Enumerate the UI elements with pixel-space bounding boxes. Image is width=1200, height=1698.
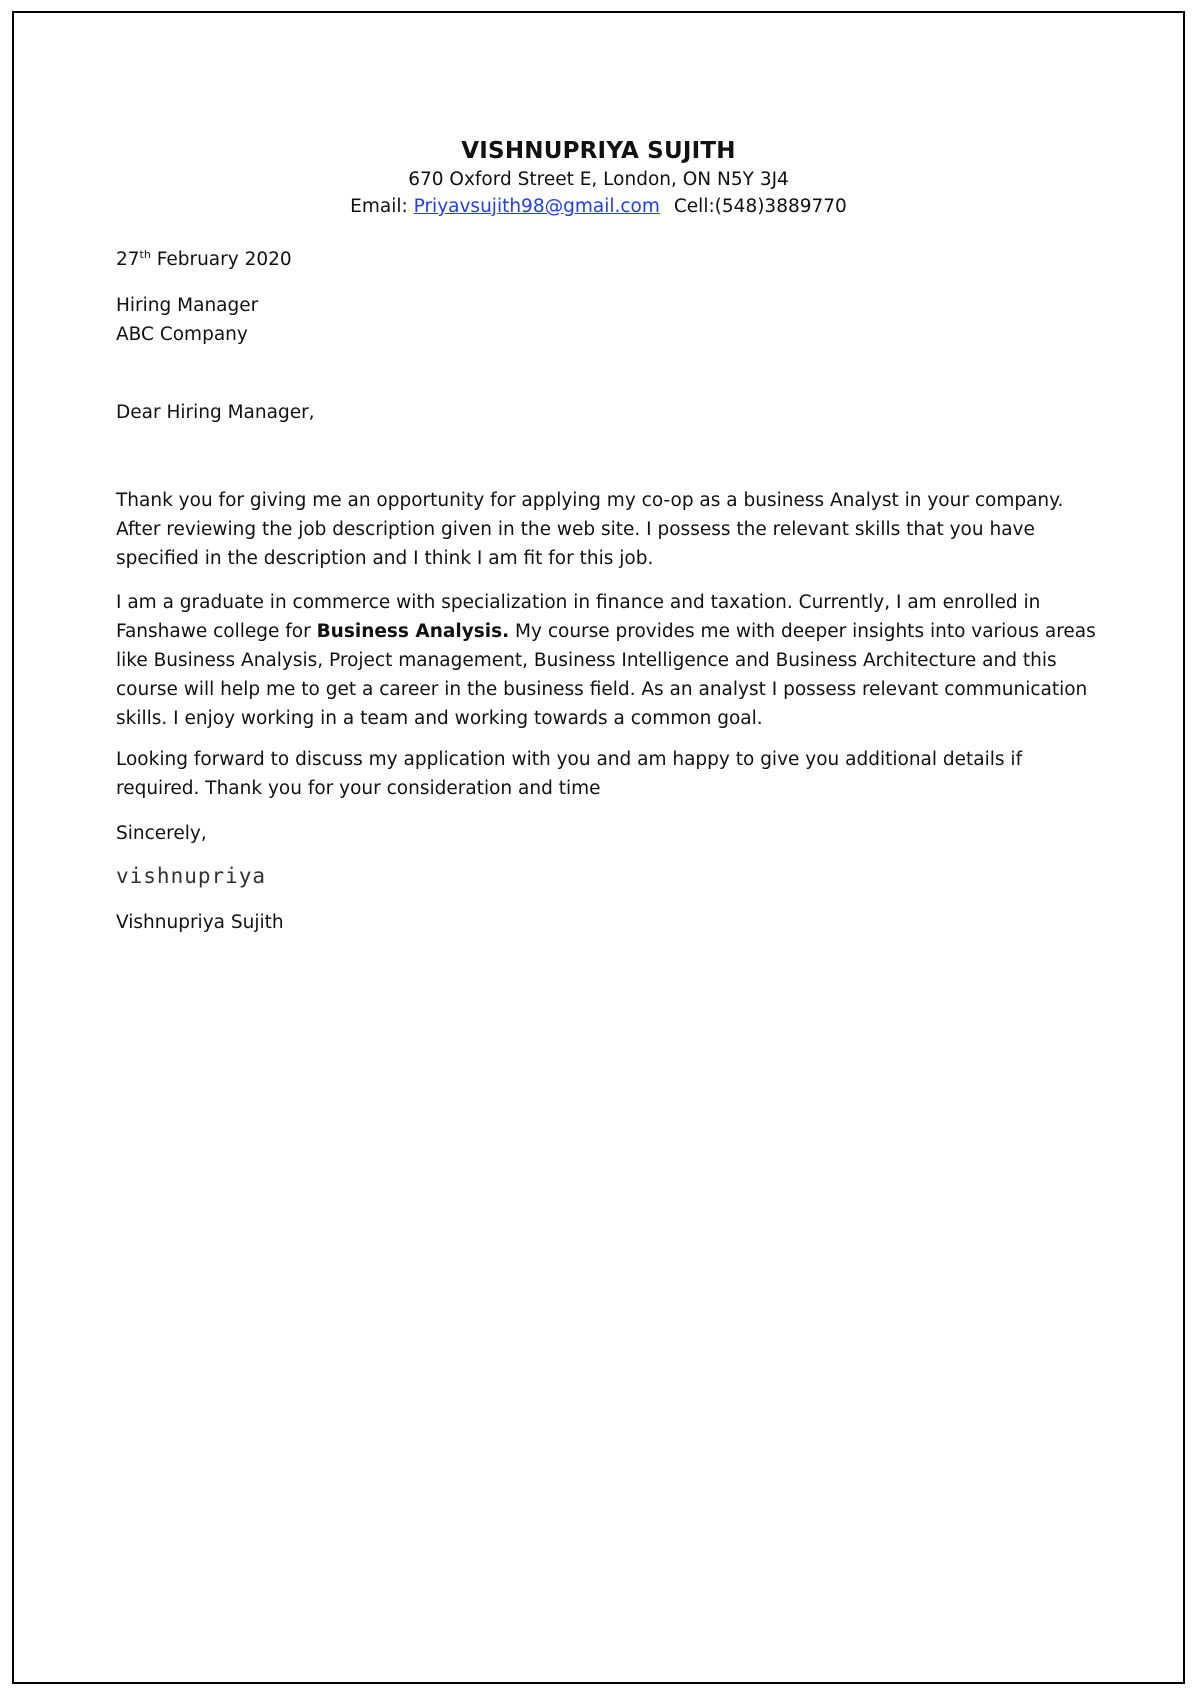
recipient-title: Hiring Manager — [116, 295, 259, 316]
sender-address: 670 Oxford Street E, London, ON N5Y 3J4 — [408, 169, 789, 190]
letter-date — [116, 245, 1096, 274]
letter-header — [12, 136, 1185, 220]
signed-name: Vishnupriya Sujith — [116, 912, 284, 933]
cell-number: Cell:(548)3889770 — [673, 196, 847, 217]
sender-contact — [12, 193, 1185, 220]
paragraph-2-part-2: My course provides me with deeper insights into various areas like Business Analysis, Project management, Business Intelligence and Business Architecture and this course will help me to get a career in the business field. As an analyst I possess relevant communication skills. I enjoy working in a team and working towards a common goal. — [116, 621, 1096, 729]
date-suffix: th — [139, 248, 151, 261]
signature: vishnupriya — [116, 864, 267, 888]
paragraph-2-bold: Business Analysis. — [316, 621, 510, 642]
paragraph-2 — [116, 588, 1096, 733]
recipient-block — [116, 291, 1096, 349]
paragraph-1: Thank you for giving me an opportunity for applying my co-op as a business Analyst in your company. After reviewing the job description given in the web site. I possess the relevant skills that you have specified in the description and I think I am fit for this job. — [116, 490, 1064, 569]
email-link[interactable]: Priyavsujith98@gmail.com — [413, 196, 660, 217]
recipient-company: ABC Company — [116, 324, 248, 345]
paragraph-3: Looking forward to discuss my application with you and am happy to give you additional details if required. Thank you for your consideration and time — [116, 749, 1023, 799]
date-rest: February 2020 — [150, 249, 292, 270]
closing: Sincerely, — [116, 823, 207, 844]
date-day: 27 — [116, 249, 140, 270]
email-label: Email: — [350, 196, 414, 217]
sender-name: VISHNUPRIYA SUJITH — [461, 138, 736, 164]
greeting: Dear Hiring Manager, — [116, 402, 315, 423]
paragraph-2-part-1: I am a graduate in commerce with specialization in finance and taxation. Currently, I am enrolled in Fanshawe college for — [116, 592, 1041, 642]
